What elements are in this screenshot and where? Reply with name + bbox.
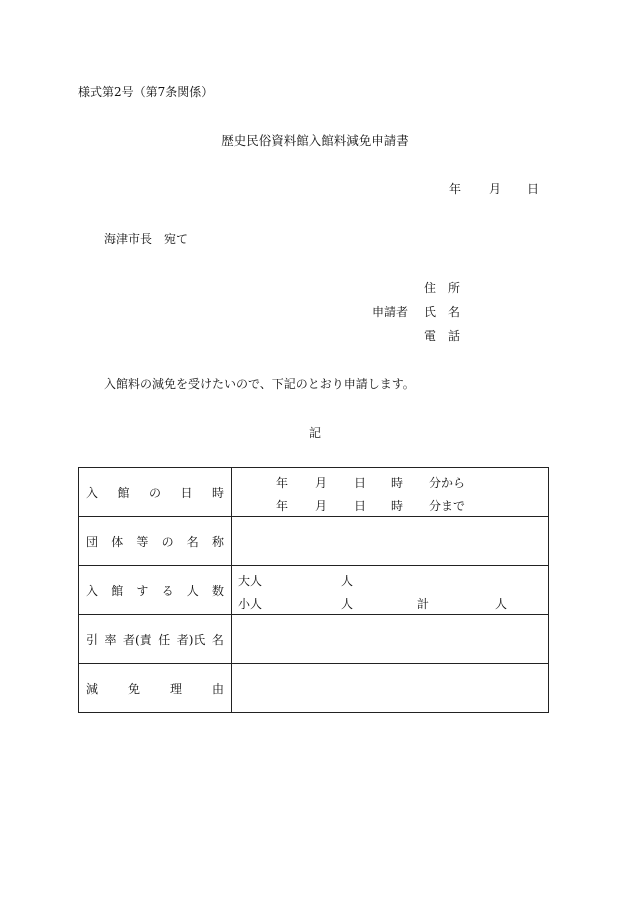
total-unit: 人 [495, 597, 508, 611]
child-label: 小人 [238, 597, 263, 611]
reduction-reason-field[interactable] [232, 664, 549, 713]
applicant-label: 申請者 [372, 305, 409, 319]
table-row [79, 517, 549, 566]
addressee: 海津市長 宛て [104, 232, 189, 246]
reduction-reason-label: 減 免 理 由 [79, 664, 232, 713]
table-row [79, 615, 549, 664]
year-label: 年 [449, 182, 462, 196]
total-label: 計 [417, 597, 430, 611]
ki-heading: 記 [308, 426, 321, 440]
name-label: 氏 名 [424, 305, 461, 319]
visitor-count-field[interactable] [232, 566, 549, 615]
phone-label: 電 話 [424, 329, 461, 343]
document-title: 歴史民俗資料館入館料減免申請書 [221, 133, 409, 148]
group-name-field[interactable] [232, 517, 549, 566]
month-label: 月 [489, 182, 502, 196]
visitor-count-label: 入 館 す る 人 数 [79, 566, 232, 615]
application-table [78, 467, 549, 713]
form-number: 様式第2号（第7条関係） [78, 85, 214, 99]
visit-datetime-field[interactable]: 年 月 日 時 分から 年 月 日 時 分まで [232, 468, 549, 517]
adult-unit: 人 [341, 574, 354, 588]
request-text: 入館料の減免を受けたいので、下記のとおり申請します。 [104, 377, 415, 391]
adult-label: 大人 [238, 574, 263, 588]
group-name-label: 団 体 等 の 名 称 [79, 517, 232, 566]
leader-name-label: 引 率 者(責 任 者)氏 名 [79, 615, 232, 664]
visit-datetime-label: 入 館 の 日 時 [79, 468, 232, 517]
child-unit: 人 [341, 597, 354, 611]
table-row [79, 664, 549, 713]
table-row [79, 468, 549, 517]
leader-name-field[interactable] [232, 615, 549, 664]
day-label: 日 [527, 182, 540, 196]
address-label: 住 所 [424, 281, 461, 295]
table-row [79, 566, 549, 615]
